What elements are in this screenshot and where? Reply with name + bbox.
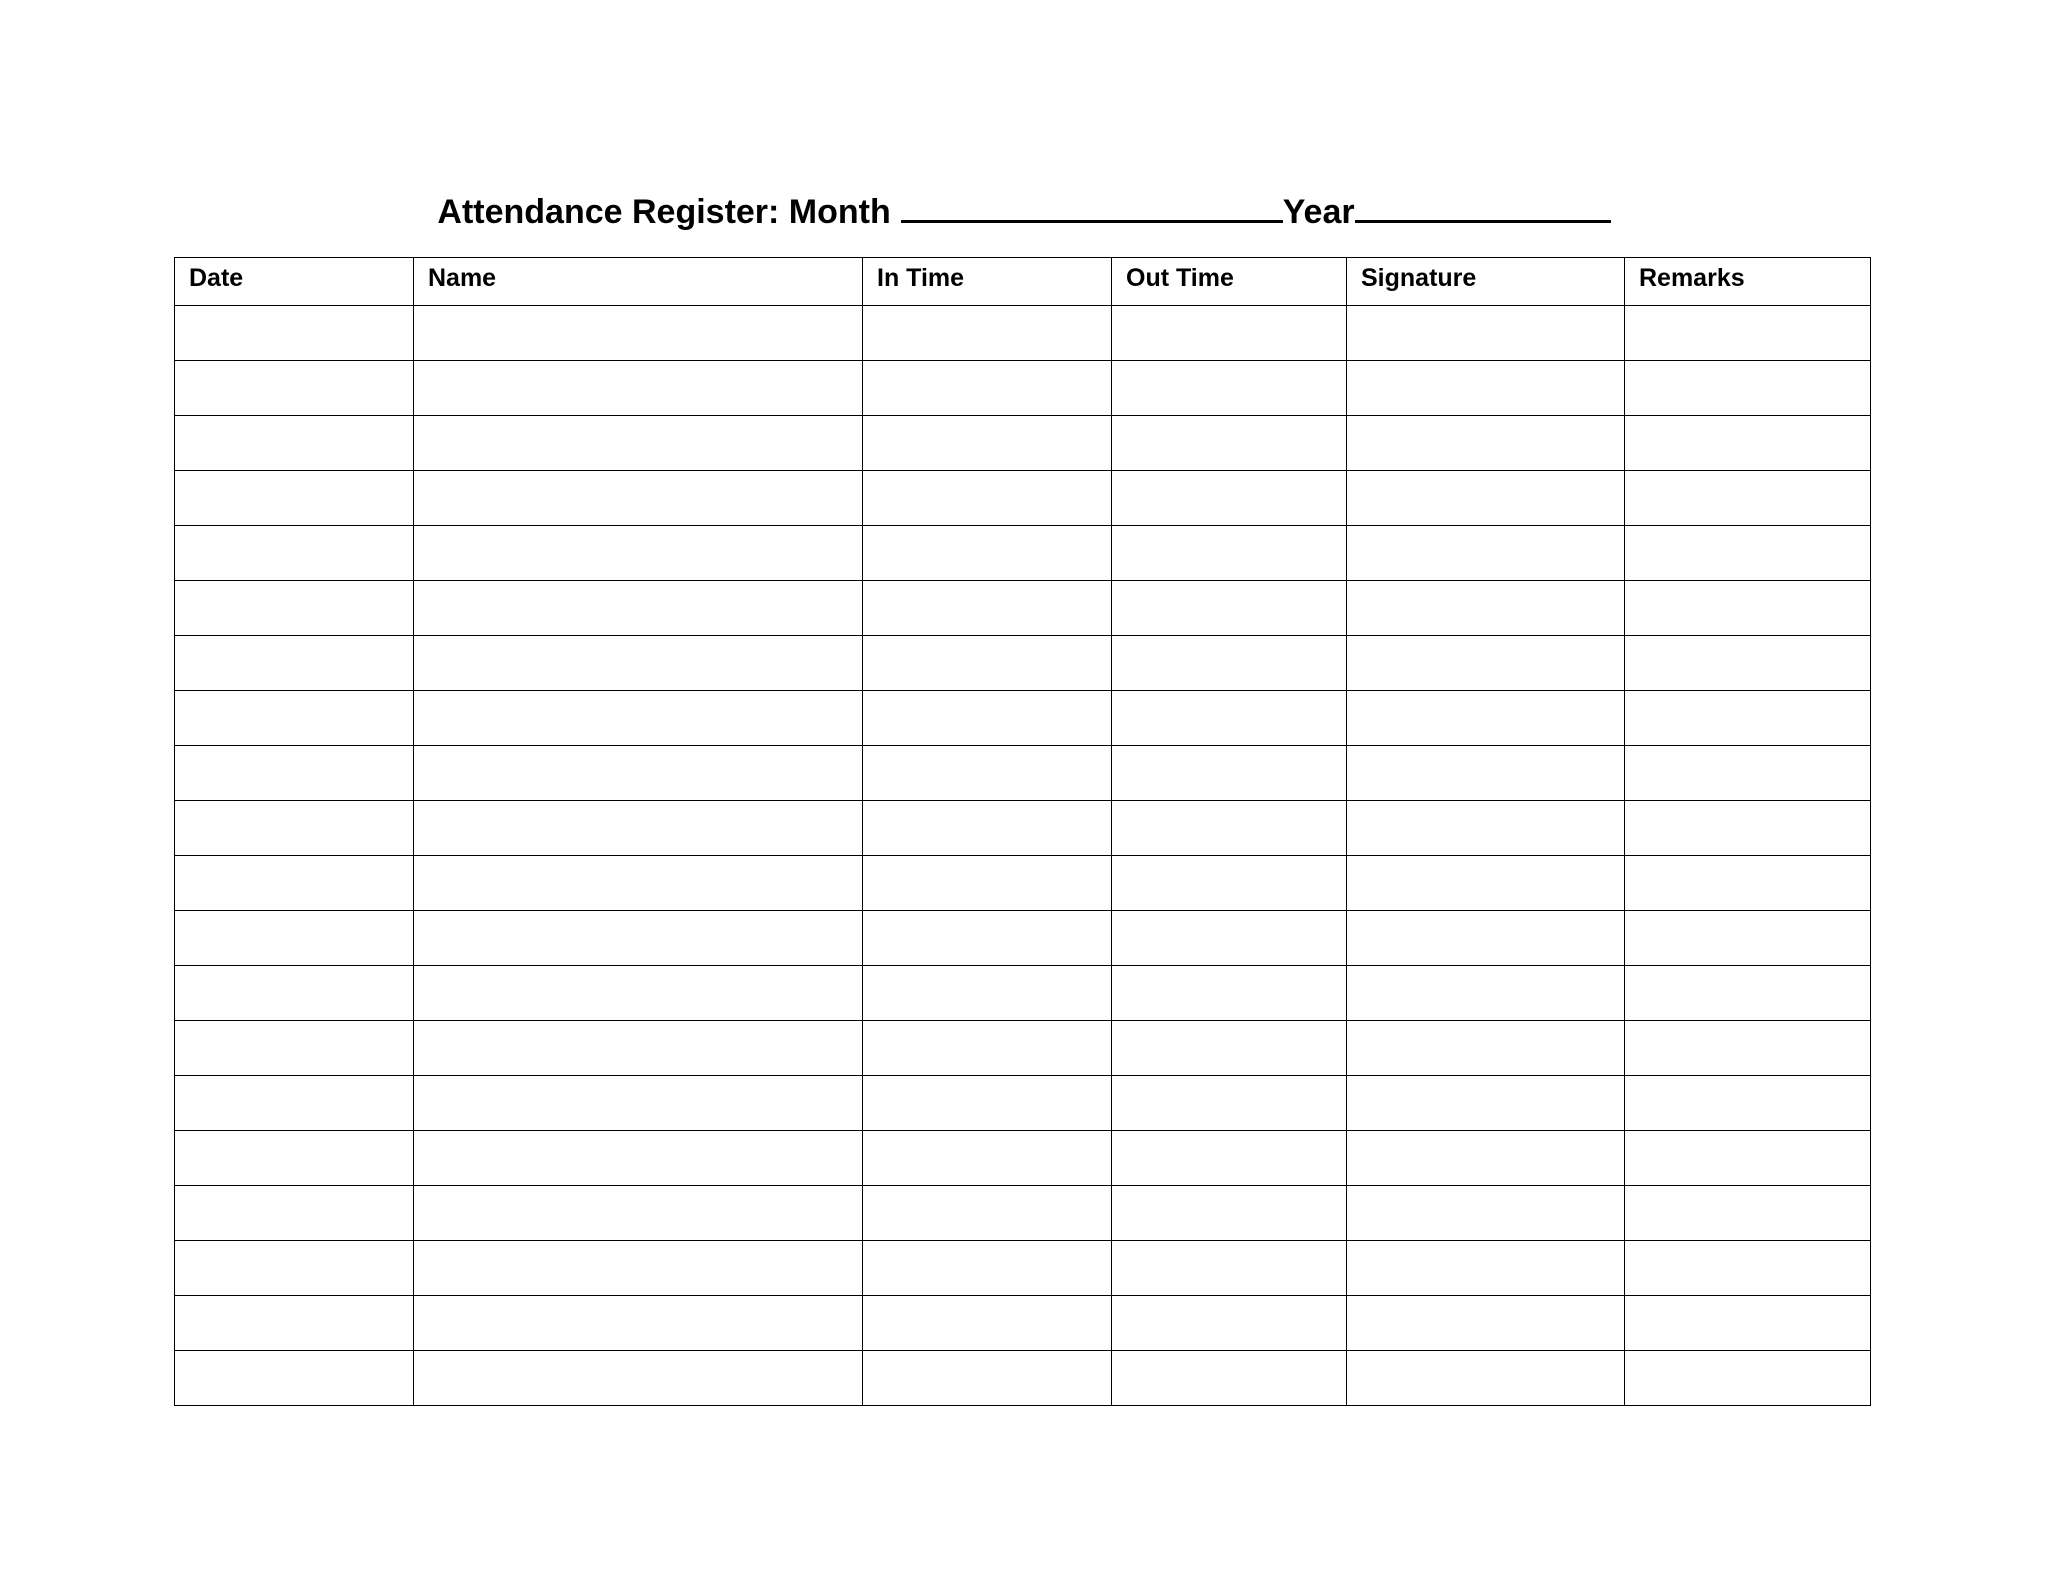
cell-date[interactable] bbox=[175, 636, 414, 691]
cell-out-time[interactable] bbox=[1112, 856, 1347, 911]
cell-out-time[interactable] bbox=[1112, 1021, 1347, 1076]
cell-date[interactable] bbox=[175, 911, 414, 966]
cell-out-time[interactable] bbox=[1112, 1186, 1347, 1241]
cell-remarks[interactable] bbox=[1625, 526, 1871, 581]
cell-out-time[interactable] bbox=[1112, 746, 1347, 801]
cell-signature[interactable] bbox=[1347, 856, 1625, 911]
cell-in-time[interactable] bbox=[863, 1351, 1112, 1406]
cell-in-time[interactable] bbox=[863, 746, 1112, 801]
table-row bbox=[175, 1076, 1871, 1131]
cell-date[interactable] bbox=[175, 966, 414, 1021]
cell-name[interactable] bbox=[414, 1131, 863, 1186]
cell-name[interactable] bbox=[414, 526, 863, 581]
cell-out-time[interactable] bbox=[1112, 581, 1347, 636]
year-label: Year bbox=[1282, 193, 1355, 231]
header-in-time: In Time bbox=[863, 258, 1112, 306]
cell-in-time[interactable] bbox=[863, 1241, 1112, 1296]
table-row bbox=[175, 1131, 1871, 1186]
cell-remarks[interactable] bbox=[1625, 1296, 1871, 1351]
table-row bbox=[175, 526, 1871, 581]
cell-out-time[interactable] bbox=[1112, 416, 1347, 471]
cell-out-time[interactable] bbox=[1112, 1296, 1347, 1351]
cell-remarks[interactable] bbox=[1625, 306, 1871, 361]
cell-signature[interactable] bbox=[1347, 1021, 1625, 1076]
cell-name[interactable] bbox=[414, 966, 863, 1021]
cell-name[interactable] bbox=[414, 471, 863, 526]
table-row bbox=[175, 746, 1871, 801]
cell-date[interactable] bbox=[175, 471, 414, 526]
cell-remarks[interactable] bbox=[1625, 1351, 1871, 1406]
cell-in-time[interactable] bbox=[863, 911, 1112, 966]
cell-in-time[interactable] bbox=[863, 691, 1112, 746]
table-row bbox=[175, 306, 1871, 361]
cell-name[interactable] bbox=[414, 746, 863, 801]
attendance-table bbox=[174, 257, 1871, 1406]
table-row bbox=[175, 1351, 1871, 1406]
cell-date[interactable] bbox=[175, 801, 414, 856]
cell-signature[interactable] bbox=[1347, 691, 1625, 746]
cell-date[interactable] bbox=[175, 856, 414, 911]
table-row bbox=[175, 471, 1871, 526]
header-signature: Signature bbox=[1347, 258, 1625, 306]
cell-remarks[interactable] bbox=[1625, 966, 1871, 1021]
cell-remarks[interactable] bbox=[1625, 1186, 1871, 1241]
cell-remarks[interactable] bbox=[1625, 856, 1871, 911]
cell-date[interactable] bbox=[175, 1131, 414, 1186]
page-title bbox=[0, 184, 2048, 240]
cell-date[interactable] bbox=[175, 526, 414, 581]
cell-signature[interactable] bbox=[1347, 911, 1625, 966]
cell-signature[interactable] bbox=[1347, 1241, 1625, 1296]
cell-out-time[interactable] bbox=[1112, 361, 1347, 416]
cell-in-time[interactable] bbox=[863, 1296, 1112, 1351]
cell-in-time[interactable] bbox=[863, 966, 1112, 1021]
cell-signature[interactable] bbox=[1347, 801, 1625, 856]
table-row bbox=[175, 1021, 1871, 1076]
cell-out-time[interactable] bbox=[1112, 911, 1347, 966]
table-row bbox=[175, 691, 1871, 746]
table-row bbox=[175, 966, 1871, 1021]
cell-signature[interactable] bbox=[1347, 361, 1625, 416]
cell-signature[interactable] bbox=[1347, 1076, 1625, 1131]
cell-signature[interactable] bbox=[1347, 1186, 1625, 1241]
header-remarks: Remarks bbox=[1625, 258, 1871, 306]
cell-name[interactable] bbox=[414, 1351, 863, 1406]
month-fill-line[interactable] bbox=[901, 192, 1283, 223]
cell-signature[interactable] bbox=[1347, 416, 1625, 471]
cell-date[interactable] bbox=[175, 306, 414, 361]
cell-date[interactable] bbox=[175, 416, 414, 471]
cell-out-time[interactable] bbox=[1112, 1076, 1347, 1131]
cell-remarks[interactable] bbox=[1625, 911, 1871, 966]
cell-signature[interactable] bbox=[1347, 1296, 1625, 1351]
header-out-time: Out Time bbox=[1112, 258, 1347, 306]
cell-in-time[interactable] bbox=[863, 581, 1112, 636]
cell-remarks[interactable] bbox=[1625, 471, 1871, 526]
cell-name[interactable] bbox=[414, 911, 863, 966]
cell-date[interactable] bbox=[175, 1296, 414, 1351]
cell-in-time[interactable] bbox=[863, 1131, 1112, 1186]
cell-date[interactable] bbox=[175, 1076, 414, 1131]
cell-date[interactable] bbox=[175, 1351, 414, 1406]
cell-in-time[interactable] bbox=[863, 361, 1112, 416]
cell-date[interactable] bbox=[175, 1186, 414, 1241]
cell-out-time[interactable] bbox=[1112, 1351, 1347, 1406]
cell-in-time[interactable] bbox=[863, 1021, 1112, 1076]
cell-out-time[interactable] bbox=[1112, 306, 1347, 361]
cell-name[interactable] bbox=[414, 691, 863, 746]
cell-signature[interactable] bbox=[1347, 581, 1625, 636]
cell-name[interactable] bbox=[414, 1241, 863, 1296]
cell-name[interactable] bbox=[414, 1021, 863, 1076]
cell-remarks[interactable] bbox=[1625, 801, 1871, 856]
cell-signature[interactable] bbox=[1347, 1351, 1625, 1406]
cell-signature[interactable] bbox=[1347, 636, 1625, 691]
cell-signature[interactable] bbox=[1347, 471, 1625, 526]
cell-remarks[interactable] bbox=[1625, 636, 1871, 691]
cell-in-time[interactable] bbox=[863, 471, 1112, 526]
cell-date[interactable] bbox=[175, 691, 414, 746]
cell-remarks[interactable] bbox=[1625, 746, 1871, 801]
cell-signature[interactable] bbox=[1347, 526, 1625, 581]
cell-out-time[interactable] bbox=[1112, 966, 1347, 1021]
cell-out-time[interactable] bbox=[1112, 636, 1347, 691]
cell-date[interactable] bbox=[175, 361, 414, 416]
header-row bbox=[175, 258, 1871, 306]
cell-in-time[interactable] bbox=[863, 1076, 1112, 1131]
table-row bbox=[175, 416, 1871, 471]
cell-name[interactable] bbox=[414, 1076, 863, 1131]
cell-name[interactable] bbox=[414, 306, 863, 361]
cell-remarks[interactable] bbox=[1625, 581, 1871, 636]
cell-in-time[interactable] bbox=[863, 1186, 1112, 1241]
month-label: Attendance Register: Month bbox=[437, 193, 891, 231]
header-date: Date bbox=[175, 258, 414, 306]
table-row bbox=[175, 856, 1871, 911]
cell-in-time[interactable] bbox=[863, 801, 1112, 856]
cell-out-time[interactable] bbox=[1112, 691, 1347, 746]
cell-name[interactable] bbox=[414, 636, 863, 691]
cell-remarks[interactable] bbox=[1625, 1021, 1871, 1076]
table-row bbox=[175, 581, 1871, 636]
table-row bbox=[175, 361, 1871, 416]
year-fill-line[interactable] bbox=[1355, 192, 1611, 223]
cell-signature[interactable] bbox=[1347, 306, 1625, 361]
cell-remarks[interactable] bbox=[1625, 1241, 1871, 1296]
table-row bbox=[175, 1296, 1871, 1351]
cell-date[interactable] bbox=[175, 1021, 414, 1076]
cell-name[interactable] bbox=[414, 581, 863, 636]
header-name: Name bbox=[414, 258, 863, 306]
table-row bbox=[175, 911, 1871, 966]
cell-remarks[interactable] bbox=[1625, 1076, 1871, 1131]
cell-remarks[interactable] bbox=[1625, 416, 1871, 471]
cell-in-time[interactable] bbox=[863, 416, 1112, 471]
cell-out-time[interactable] bbox=[1112, 1241, 1347, 1296]
cell-name[interactable] bbox=[414, 856, 863, 911]
cell-in-time[interactable] bbox=[863, 636, 1112, 691]
cell-out-time[interactable] bbox=[1112, 471, 1347, 526]
cell-out-time[interactable] bbox=[1112, 526, 1347, 581]
cell-out-time[interactable] bbox=[1112, 801, 1347, 856]
cell-name[interactable] bbox=[414, 416, 863, 471]
table-row bbox=[175, 1186, 1871, 1241]
cell-name[interactable] bbox=[414, 1186, 863, 1241]
cell-signature[interactable] bbox=[1347, 746, 1625, 801]
cell-in-time[interactable] bbox=[863, 856, 1112, 911]
table-row bbox=[175, 636, 1871, 691]
cell-date[interactable] bbox=[175, 1241, 414, 1296]
cell-out-time[interactable] bbox=[1112, 1131, 1347, 1186]
table-row bbox=[175, 801, 1871, 856]
cell-in-time[interactable] bbox=[863, 526, 1112, 581]
cell-remarks[interactable] bbox=[1625, 691, 1871, 746]
cell-date[interactable] bbox=[175, 746, 414, 801]
cell-name[interactable] bbox=[414, 801, 863, 856]
cell-name[interactable] bbox=[414, 1296, 863, 1351]
cell-date[interactable] bbox=[175, 581, 414, 636]
cell-remarks[interactable] bbox=[1625, 1131, 1871, 1186]
table-row bbox=[175, 1241, 1871, 1296]
cell-in-time[interactable] bbox=[863, 306, 1112, 361]
cell-remarks[interactable] bbox=[1625, 361, 1871, 416]
register-body bbox=[175, 306, 1871, 1406]
cell-signature[interactable] bbox=[1347, 966, 1625, 1021]
cell-name[interactable] bbox=[414, 361, 863, 416]
cell-signature[interactable] bbox=[1347, 1131, 1625, 1186]
